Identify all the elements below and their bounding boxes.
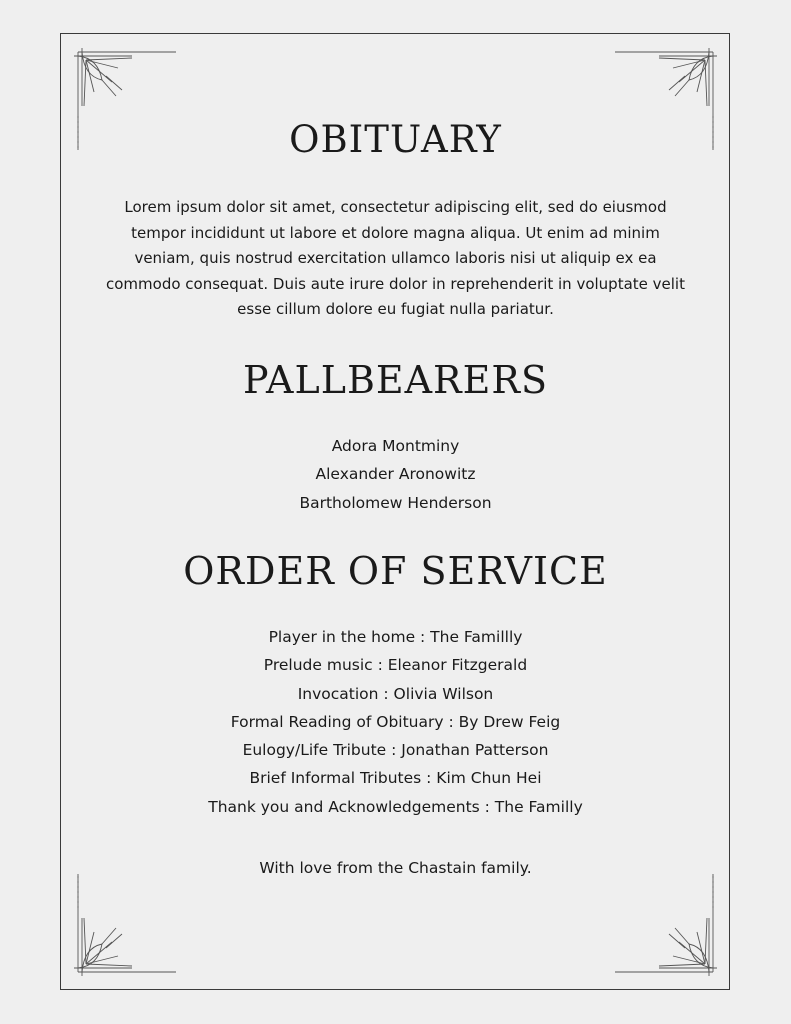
service-item: Player in the home : The Famillly (268, 628, 523, 646)
service-item: Formal Reading of Obituary : By Drew Feig (230, 712, 561, 731)
pallbearer-name: Adora Montminy (331, 437, 460, 455)
pallbearer-name: Bartholomew Henderson (299, 493, 492, 512)
pallbearers-list (0, 432, 791, 517)
corner-ornament-bottom-right-icon (609, 868, 719, 978)
order-of-service-list (0, 623, 791, 821)
service-item: Prelude music : Eleanor Fitzgerald (263, 656, 528, 675)
service-item: Brief Informal Tributes : Kim Chun Hei (249, 769, 542, 788)
obituary-body: Lorem ipsum dolor sit amet, consectetur adipiscing elit, sed do eiusmod tempor incididunt ut labore et dolore magna aliqua. Ut enim ad minim veniam, quis nostrud exercitation ullamco laboris nisi ut aliquip ex ea commodo consequat. Duis aute irure dolor in reprehenderit in voluptate velit esse cillum dolore eu fugiat nulla pariatur. (106, 198, 685, 318)
corner-ornament-bottom-left-icon (72, 868, 182, 978)
obituary-title: OBITUARY (289, 118, 502, 161)
service-item: Thank you and Acknowledgements : The Familly (208, 797, 583, 816)
pallbearers-title: PALLBEARERS (242, 358, 549, 402)
order-of-service-title: ORDER OF SERVICE (183, 549, 608, 593)
service-item: Invocation : Olivia Wilson (297, 684, 494, 703)
service-item: Eulogy/Life Tribute : Jonathan Patterson (242, 741, 549, 760)
pallbearer-name: Alexander Aronowitz (315, 465, 476, 484)
closing-note: With love from the Chastain family. (259, 859, 532, 877)
